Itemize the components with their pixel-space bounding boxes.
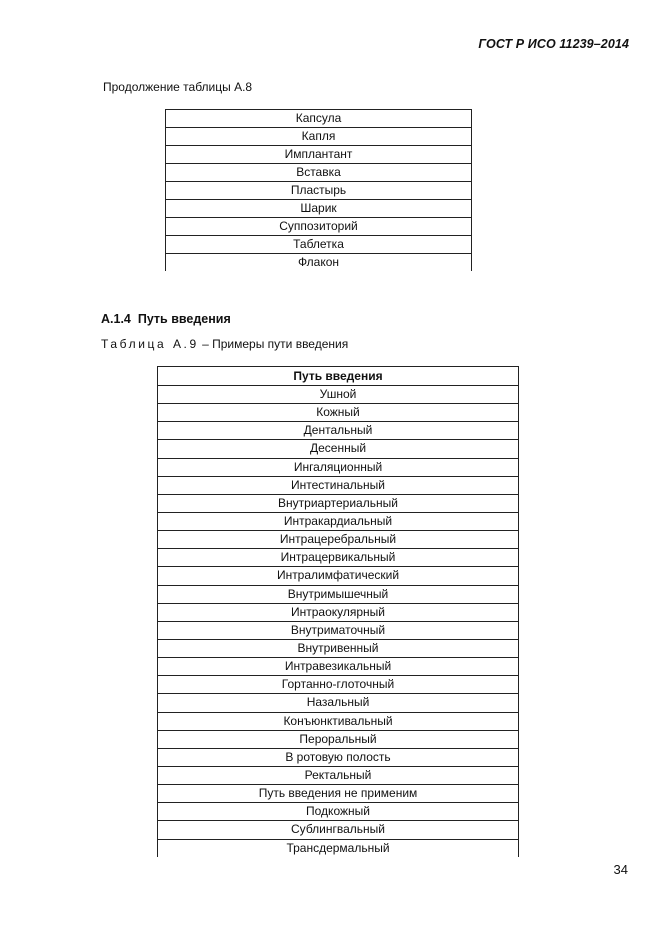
table-cell: Суппозиторий <box>166 218 472 236</box>
table-cell: Имплантант <box>166 146 472 164</box>
table-cell: Ректальный <box>158 766 519 784</box>
table-row <box>158 839 519 857</box>
table-cell: Таблетка <box>166 236 472 254</box>
table-cell: Сублингвальный <box>158 821 519 839</box>
table-row <box>158 585 519 603</box>
table-cell: Интравезикальный <box>158 658 519 676</box>
table-row <box>158 386 519 404</box>
table-cell: Пероральный <box>158 730 519 748</box>
table-row <box>158 712 519 730</box>
table-row <box>158 404 519 422</box>
table-caption-word: Таблица <box>101 337 167 351</box>
table-row <box>166 200 472 218</box>
table-row <box>158 422 519 440</box>
table-row <box>158 458 519 476</box>
standard-id-header: ГОСТ Р ИСО 11239–2014 <box>478 37 629 51</box>
table-row <box>158 694 519 712</box>
table-row <box>166 218 472 236</box>
table-cell: Интралимфатический <box>158 567 519 585</box>
table-cell: Интрацеребральный <box>158 531 519 549</box>
section-number: А.1.4 <box>101 312 131 326</box>
table-row <box>166 110 472 128</box>
table-row <box>166 254 472 272</box>
table-cell: Подкожный <box>158 803 519 821</box>
table-row <box>158 549 519 567</box>
table-row <box>166 128 472 146</box>
column-header: Путь введения <box>158 367 519 386</box>
table-cell: Назальный <box>158 694 519 712</box>
table-cell: Конъюнктивальный <box>158 712 519 730</box>
table-row <box>166 182 472 200</box>
dosage-form-table <box>165 109 472 271</box>
table-row <box>158 494 519 512</box>
page-number: 34 <box>613 862 628 877</box>
table-continuation-label: Продолжение таблицы А.8 <box>103 80 253 94</box>
table-caption <box>101 337 348 351</box>
table-cell: Внутриматочный <box>158 621 519 639</box>
table-cell: Внутривенный <box>158 639 519 657</box>
table-cell: Кожный <box>158 404 519 422</box>
table-row <box>158 803 519 821</box>
table-header-row <box>158 367 519 386</box>
table-cell: Флакон <box>166 254 472 272</box>
table-row <box>158 512 519 530</box>
table-cell: Интракардиальный <box>158 512 519 530</box>
table-cell: Интрацервикальный <box>158 549 519 567</box>
table-cell: Капсула <box>166 110 472 128</box>
table-row <box>166 236 472 254</box>
table-cell: Интестинальный <box>158 476 519 494</box>
table-row <box>158 821 519 839</box>
route-of-administration-table <box>157 366 519 857</box>
table-cell: Капля <box>166 128 472 146</box>
section-heading <box>101 312 231 326</box>
table-row <box>158 748 519 766</box>
table-cell: Внутриартериальный <box>158 494 519 512</box>
table-row <box>158 531 519 549</box>
table-caption-number: А.9 <box>172 337 199 351</box>
table-cell: Вставка <box>166 164 472 182</box>
table-row <box>158 730 519 748</box>
table-cell: Пластырь <box>166 182 472 200</box>
table-cell: Гортанно-глоточный <box>158 676 519 694</box>
table-row <box>158 440 519 458</box>
table-row <box>166 164 472 182</box>
table-row <box>158 603 519 621</box>
table-cell: Десенный <box>158 440 519 458</box>
table-cell: Дентальный <box>158 422 519 440</box>
table-cell: Внутримышечный <box>158 585 519 603</box>
table-row <box>158 766 519 784</box>
table-row <box>158 658 519 676</box>
table-cell: Шарик <box>166 200 472 218</box>
table-cell: Интраокулярный <box>158 603 519 621</box>
table-row <box>158 676 519 694</box>
table-row <box>158 639 519 657</box>
table-row <box>166 146 472 164</box>
section-title: Путь введения <box>137 312 231 326</box>
table-cell: Путь введения не применим <box>158 785 519 803</box>
table-cell: В ротовую полость <box>158 748 519 766</box>
table-row <box>158 621 519 639</box>
table-cell: Трансдермальный <box>158 839 519 857</box>
table-cell: Ингаляционный <box>158 458 519 476</box>
table-row <box>158 567 519 585</box>
table-caption-text: – Примеры пути введения <box>202 337 349 351</box>
table-row <box>158 476 519 494</box>
table-cell: Ушной <box>158 386 519 404</box>
table-row <box>158 785 519 803</box>
